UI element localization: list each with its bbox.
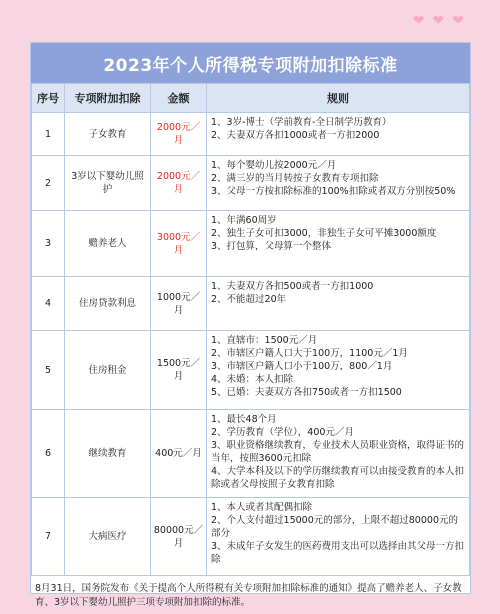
table-row	[32, 156, 470, 211]
row-number: 4	[32, 277, 65, 331]
row-number: 2	[32, 156, 65, 211]
deduction-table	[31, 83, 470, 576]
row-item-name: 住房租金	[65, 331, 151, 410]
rule-line: 1、夫妻双方各扣500或者一方扣1000	[211, 281, 374, 292]
row-amount: 2000元／月	[151, 156, 207, 211]
rule-line: 4、大学本科及以下的学历继续教育可以由接受教育的本人扣除或者父母按照子女教育扣除	[211, 466, 465, 490]
row-item-name: 3岁以下婴幼儿照护	[65, 156, 151, 211]
row-rules	[207, 211, 470, 277]
row-number: 3	[32, 211, 65, 277]
row-amount: 80000元／月	[151, 498, 207, 576]
table-row	[32, 331, 470, 410]
table-row	[32, 277, 470, 331]
row-number: 5	[32, 331, 65, 410]
rule-line: 2、夫妻双方各扣1000或者一方扣2000	[211, 130, 380, 141]
row-rules	[207, 277, 470, 331]
row-item-name: 住房贷款利息	[65, 277, 151, 331]
row-rules	[207, 156, 470, 211]
page-title: 2023年个人所得税专项附加扣除标准	[31, 43, 470, 83]
rule-line: 2、学历教育（学位），400元／月	[211, 427, 354, 438]
rule-line: 2、不能超过20年	[211, 294, 287, 305]
rule-line: 1、直辖市：1500元／月	[211, 335, 318, 346]
header-rules: 规则	[207, 84, 470, 113]
table-row	[32, 113, 470, 156]
row-item-name: 继续教育	[65, 410, 151, 498]
row-rules	[207, 498, 470, 576]
heart-icon: ❤	[452, 13, 464, 29]
row-number: 7	[32, 498, 65, 576]
rule-line: 2、市辖区户籍人口大于100万，1100元／1月	[211, 348, 408, 359]
table-row	[32, 211, 470, 277]
decorative-hearts	[413, 14, 464, 28]
row-item-name: 子女教育	[65, 113, 151, 156]
row-amount: 2000元／月	[151, 113, 207, 156]
rule-line: 1、每个婴幼儿按2000元／月	[211, 160, 337, 171]
table-row	[32, 498, 470, 576]
row-rules	[207, 113, 470, 156]
header-no: 序号	[32, 84, 65, 113]
rule-line: 2、独生子女可扣3000，非独生子女可平摊3000额度	[211, 228, 437, 239]
row-rules	[207, 410, 470, 498]
rule-line: 1、年满60周岁	[211, 215, 277, 226]
row-item-name: 赡养老人	[65, 211, 151, 277]
table-row	[32, 410, 470, 498]
rule-line: 1、最长48个月	[211, 414, 277, 425]
rule-line: 1、3岁-博士（学前教育-全日制学历教育）	[211, 117, 392, 128]
row-amount: 400元／月	[151, 410, 207, 498]
row-amount: 3000元／月	[151, 211, 207, 277]
rule-line: 3、职业资格继续教育，专业技术人员职业资格，取得证书的当年，按照3600元扣除	[211, 440, 465, 464]
row-item-name: 大病医疗	[65, 498, 151, 576]
rule-line: 3、未成年子女发生的医药费用支出可以选择由其父母一方扣除	[211, 541, 465, 565]
header-item: 专项附加扣除	[65, 84, 151, 113]
row-rules	[207, 331, 470, 410]
deduction-card	[30, 42, 471, 608]
rule-line: 5、已婚：夫妻双方各扣750或者一方扣1500	[211, 387, 402, 398]
footer-note: 8月31日，国务院发布《关于提高个人所得税有关专项附加扣除标准的通知》提高了赡养老人、子女教育、3岁以下婴幼儿照护三项专项附加扣除的标准。	[35, 583, 462, 608]
rule-line: 1、本人或者其配偶扣除	[211, 502, 313, 513]
row-number: 1	[32, 113, 65, 156]
heart-icon: ❤	[432, 13, 445, 29]
rule-line: 2、满三岁的当月转按子女教育专项扣除	[211, 173, 379, 184]
rule-line: 4、未婚：本人扣除	[211, 374, 294, 385]
heart-icon: ❤	[412, 13, 425, 29]
rule-line: 3、打包算，父母算一个整体	[211, 241, 332, 252]
row-amount: 1000元／月	[151, 277, 207, 331]
rule-line: 3、父母一方按扣除标准的100%扣除或者双方分别按50%	[211, 186, 456, 197]
table-header-row	[32, 84, 470, 113]
row-number: 6	[32, 410, 65, 498]
rule-line: 2、个人支付超过15000元的部分，上限不超过80000元的部分	[211, 515, 458, 539]
row-amount: 1500元／月	[151, 331, 207, 410]
rule-line: 3、市辖区户籍人口小于100万，800／1月	[211, 361, 393, 372]
header-amount: 金额	[151, 84, 207, 113]
